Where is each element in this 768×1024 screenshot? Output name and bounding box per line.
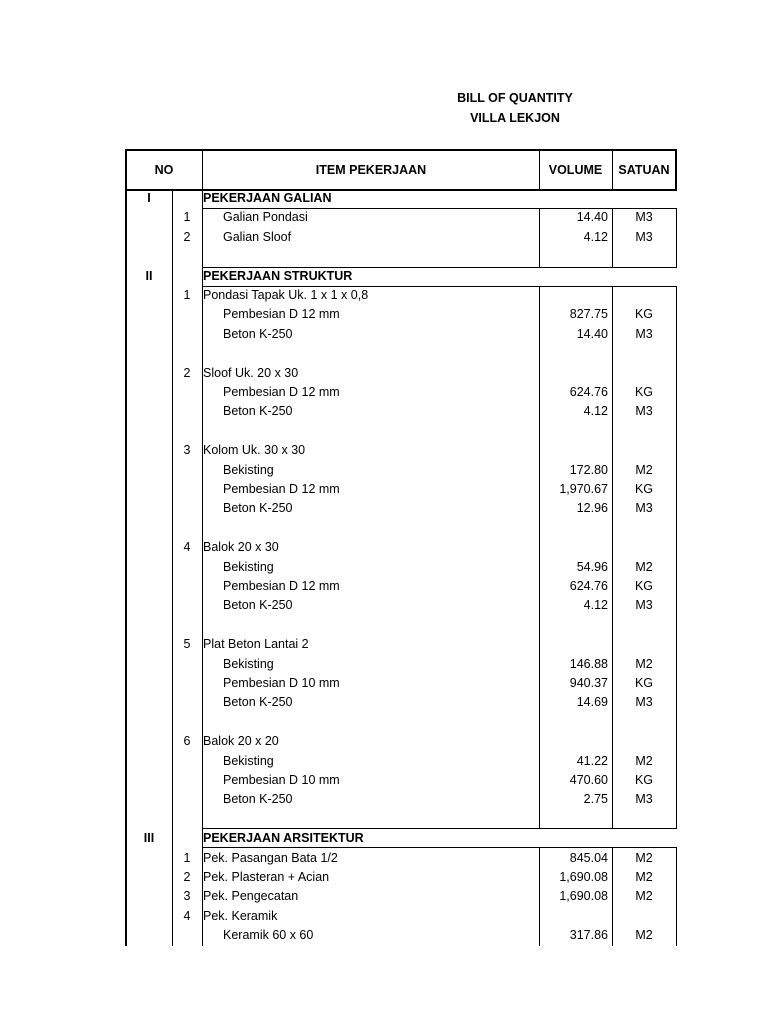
table-row bbox=[126, 558, 676, 577]
row-satuan: KG bbox=[634, 579, 654, 593]
row-no: II bbox=[145, 268, 153, 283]
row-sub-no: 6 bbox=[183, 734, 191, 749]
header-satuan: SATUAN bbox=[618, 163, 670, 177]
row-sub-no: 3 bbox=[183, 889, 191, 904]
row-item: Galian Sloof bbox=[223, 229, 292, 244]
row-item: Beton K-250 bbox=[223, 404, 293, 419]
row-sub-no: 4 bbox=[183, 540, 191, 555]
row-item: Bekisting bbox=[223, 656, 274, 671]
row-volume: 4.12 bbox=[583, 404, 608, 419]
table-row bbox=[126, 907, 676, 926]
row-no: III bbox=[143, 831, 155, 846]
table-row bbox=[126, 538, 676, 557]
row-volume: 624.76 bbox=[569, 385, 608, 399]
header-item-pekerjaan: ITEM PEKERJAAN bbox=[315, 163, 427, 177]
row-volume: 1,970.67 bbox=[559, 482, 608, 496]
row-volume: 12.96 bbox=[576, 501, 608, 516]
row-item: Sloof Uk. 20 x 30 bbox=[203, 365, 299, 380]
table-row bbox=[126, 402, 676, 421]
row-volume: 41.22 bbox=[576, 753, 608, 768]
table-row bbox=[126, 655, 676, 674]
table-row bbox=[126, 461, 676, 480]
row-item: Keramik 60 x 60 bbox=[223, 928, 314, 943]
table-row bbox=[126, 887, 676, 906]
table-row bbox=[126, 247, 676, 266]
table-row bbox=[126, 635, 676, 654]
row-volume: 845.04 bbox=[569, 850, 608, 865]
row-item: Pek. Plasteran + Acian bbox=[203, 870, 330, 884]
table-row bbox=[126, 674, 676, 693]
table-row bbox=[126, 422, 676, 441]
row-satuan: M2 bbox=[635, 559, 653, 574]
row-item: Galian Pondasi bbox=[223, 210, 308, 225]
row-satuan: M3 bbox=[635, 229, 653, 244]
row-item: Pondasi Tapak Uk. 1 x 1 x 0,8 bbox=[203, 288, 369, 302]
table-row bbox=[126, 325, 676, 344]
table-row bbox=[126, 693, 676, 712]
row-item: PEKERJAAN STRUKTUR bbox=[203, 268, 353, 283]
table-row bbox=[126, 616, 676, 635]
row-sub-no: 4 bbox=[183, 908, 191, 923]
table-row bbox=[126, 732, 676, 751]
row-satuan: M2 bbox=[635, 870, 653, 884]
header-volume: VOLUME bbox=[548, 163, 603, 177]
table-row bbox=[126, 344, 676, 363]
table-row bbox=[126, 286, 676, 305]
table-row bbox=[126, 519, 676, 538]
table-row bbox=[126, 383, 676, 402]
table-row bbox=[126, 752, 676, 771]
row-sub-no: 1 bbox=[183, 210, 191, 225]
row-volume: 624.76 bbox=[569, 579, 608, 593]
row-satuan: M3 bbox=[635, 695, 653, 710]
table-row bbox=[126, 499, 676, 518]
row-item: Pek. Pasangan Bata 1/2 bbox=[203, 850, 338, 865]
header-top-border bbox=[126, 149, 677, 151]
document-title: BILL OF QUANTITY bbox=[457, 91, 573, 105]
row-volume: 146.88 bbox=[569, 656, 608, 671]
table-row bbox=[126, 868, 676, 887]
row-no: I bbox=[147, 191, 151, 205]
row-item: Pembesian D 12 mm bbox=[223, 579, 340, 593]
table-row bbox=[126, 829, 676, 848]
table-row bbox=[126, 849, 676, 868]
row-satuan: M2 bbox=[635, 753, 653, 768]
table-row bbox=[126, 228, 676, 247]
header-left-border bbox=[125, 149, 127, 191]
row-item: Bekisting bbox=[223, 462, 274, 477]
row-item: PEKERJAAN GALIAN bbox=[203, 191, 332, 205]
row-volume: 940.37 bbox=[569, 676, 608, 690]
row-satuan: M2 bbox=[635, 889, 653, 904]
row-item: Bekisting bbox=[223, 559, 274, 574]
row-sub-no: 2 bbox=[183, 870, 191, 884]
row-item: Pembesian D 12 mm bbox=[223, 385, 340, 399]
row-item: Pek. Pengecatan bbox=[203, 889, 299, 904]
row-sub-no: 2 bbox=[183, 365, 191, 380]
row-satuan: M2 bbox=[635, 462, 653, 477]
row-sub-no: 5 bbox=[183, 637, 191, 652]
row-item: Plat Beton Lantai 2 bbox=[203, 637, 309, 652]
row-satuan: KG bbox=[634, 773, 654, 787]
row-item: Kolom Uk. 30 x 30 bbox=[203, 443, 306, 458]
row-satuan: M3 bbox=[635, 404, 653, 419]
table-row bbox=[126, 926, 676, 945]
row-item: Beton K-250 bbox=[223, 695, 293, 710]
row-volume: 2.75 bbox=[583, 792, 608, 807]
row-sub-no: 1 bbox=[183, 850, 191, 865]
header-no: NO bbox=[154, 163, 174, 177]
row-volume: 14.40 bbox=[576, 326, 608, 341]
row-item: Pembesian D 12 mm bbox=[223, 482, 340, 496]
row-volume: 54.96 bbox=[576, 559, 608, 574]
row-item: Pembesian D 10 mm bbox=[223, 676, 340, 690]
row-satuan: KG bbox=[634, 385, 654, 399]
section-3-right bbox=[676, 847, 677, 946]
row-satuan: M2 bbox=[635, 850, 653, 865]
row-volume: 1,690.08 bbox=[559, 870, 608, 884]
header-divider-satuan bbox=[612, 149, 613, 191]
row-satuan: M3 bbox=[635, 326, 653, 341]
row-volume: 827.75 bbox=[569, 307, 608, 322]
row-item: Pek. Keramik bbox=[203, 908, 278, 923]
row-satuan: M3 bbox=[635, 501, 653, 516]
row-satuan: M2 bbox=[635, 656, 653, 671]
table-row bbox=[126, 596, 676, 615]
header-divider-volume bbox=[539, 149, 540, 191]
row-satuan: M2 bbox=[635, 928, 653, 943]
row-item: Pembesian D 12 mm bbox=[223, 307, 340, 322]
row-item: Balok 20 x 20 bbox=[203, 734, 279, 749]
table-row bbox=[126, 189, 676, 208]
table-row bbox=[126, 364, 676, 383]
row-volume: 4.12 bbox=[583, 229, 608, 244]
row-satuan: KG bbox=[634, 307, 654, 322]
table-row bbox=[126, 577, 676, 596]
row-item: Beton K-250 bbox=[223, 792, 293, 807]
row-satuan: KG bbox=[634, 482, 654, 496]
row-item: Pembesian D 10 mm bbox=[223, 773, 340, 787]
row-volume: 317.86 bbox=[569, 928, 608, 943]
table-row bbox=[126, 267, 676, 286]
table-row bbox=[126, 771, 676, 790]
table-row bbox=[126, 441, 676, 460]
row-satuan: KG bbox=[634, 676, 654, 690]
document-subtitle: VILLA LEKJON bbox=[470, 111, 560, 125]
table-row bbox=[126, 305, 676, 324]
row-volume: 14.69 bbox=[576, 695, 608, 710]
row-satuan: M3 bbox=[635, 598, 653, 613]
row-volume: 172.80 bbox=[569, 462, 608, 477]
row-item: Bekisting bbox=[223, 753, 274, 768]
row-volume: 1,690.08 bbox=[559, 889, 608, 904]
table-row bbox=[126, 713, 676, 732]
section-2-right bbox=[676, 286, 677, 829]
row-volume: 4.12 bbox=[583, 598, 608, 613]
row-item: Beton K-250 bbox=[223, 598, 293, 613]
row-volume: 14.40 bbox=[576, 210, 608, 225]
header-divider-no bbox=[202, 149, 203, 191]
row-item: Beton K-250 bbox=[223, 501, 293, 516]
row-satuan: M3 bbox=[635, 210, 653, 225]
row-sub-no: 3 bbox=[183, 443, 191, 458]
row-item: Balok 20 x 30 bbox=[203, 540, 279, 555]
row-sub-no: 2 bbox=[183, 229, 191, 244]
row-item: Beton K-250 bbox=[223, 326, 293, 341]
row-item: PEKERJAAN ARSITEKTUR bbox=[203, 831, 364, 846]
row-sub-no: 1 bbox=[183, 288, 191, 302]
table-row bbox=[126, 810, 676, 829]
table-row bbox=[126, 790, 676, 809]
table-row bbox=[126, 480, 676, 499]
row-volume: 470.60 bbox=[569, 773, 608, 787]
table-row bbox=[126, 208, 676, 227]
section-1-right bbox=[676, 208, 677, 268]
row-satuan: M3 bbox=[635, 792, 653, 807]
header-right-border bbox=[675, 149, 677, 191]
